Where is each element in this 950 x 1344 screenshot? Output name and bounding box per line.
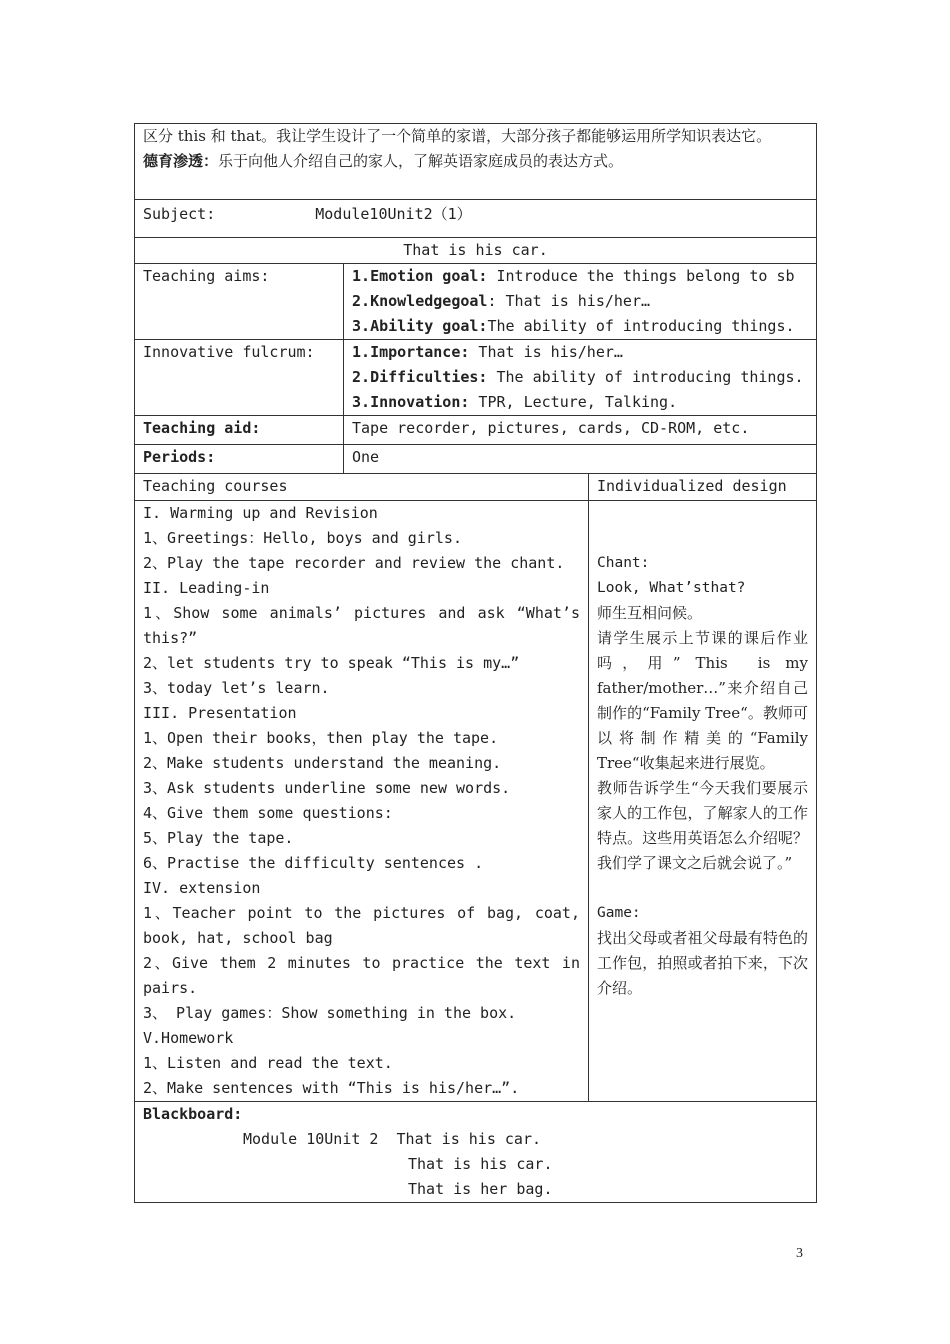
blackboard-line: That is her bag. <box>408 1180 553 1198</box>
game-text: 找出父母或者祖父母最有特色的工作包，拍照或者拍下来，下次介绍。 <box>597 929 809 997</box>
lesson-title: That is his car. <box>135 238 817 264</box>
courses-header-row <box>135 474 817 501</box>
tell-text: 教师告诉学生“今天我们要展示家人的工作包，了解家人的工作特点。这些用英语怎么介绍呢？我们学了课文之后就会说了。” <box>597 779 809 872</box>
course-line: 4、Give them some questions: <box>143 804 393 822</box>
aims-row <box>135 264 817 340</box>
subject-label: Subject: <box>143 205 216 223</box>
aims-list <box>344 264 817 340</box>
aid-row <box>135 416 817 445</box>
page-number: 3 <box>796 1246 803 1261</box>
moral-education <box>143 149 808 174</box>
moral-text: 乐于向他人介绍自己的家人，了解英语家庭成员的表达方式。 <box>218 152 624 170</box>
fulcrum-item: 3.Innovation: TPR, Lecture, Talking. <box>352 393 678 411</box>
courses-steps <box>135 501 589 1102</box>
blackboard-label: Blackboard: <box>143 1105 243 1123</box>
intro-row <box>135 124 817 200</box>
moral-label: 德育渗透： <box>143 152 219 170</box>
course-line: II. Leading-in <box>143 579 270 597</box>
greet-text: 师生互相问候。 <box>597 604 703 622</box>
design-header: Individualized design <box>589 474 817 501</box>
course-line: 3、today let’s learn. <box>143 679 330 697</box>
course-line: 5、Play the tape. <box>143 829 294 847</box>
aim-item: 2.Knowledgegoal: That is his/her… <box>352 292 651 310</box>
course-line: 1、Open their books，then play the tape. <box>143 729 499 747</box>
course-line: 3、Ask students underline some new words. <box>143 779 511 797</box>
intro-text: 区分 this 和 that。我让学生设计了一个简单的家谱，大部分孩子都能够运用所学知识表达它。 <box>143 127 772 145</box>
fulcrum-item: 1.Importance: That is his/her… <box>352 343 623 361</box>
fulcrum-row <box>135 340 817 416</box>
course-line: 1、Greetings：Hello, boys and girls. <box>143 529 462 547</box>
course-line: IV. extension <box>143 879 261 897</box>
course-line: 1、Teacher point to the pictures of bag, coat, book, hat, school bag <box>143 904 590 947</box>
blackboard <box>135 1102 817 1203</box>
course-line: 2、Give them 2 minutes to practice the text in pairs. <box>143 954 590 997</box>
aid-label: Teaching aid: <box>135 416 344 445</box>
course-line: 2、Make sentences with “This is his/her…”. <box>143 1079 520 1097</box>
course-line: 2、Play the tape recorder and review the chant. <box>143 554 565 572</box>
aim-item: 1.Emotion goal: Introduce the things belong to sb <box>352 267 795 285</box>
courses-header: Teaching courses <box>135 474 589 501</box>
blackboard-line: Module 10Unit 2 That is his car. <box>243 1130 542 1148</box>
course-line: 2、let students try to speak “This is my…” <box>143 654 520 672</box>
aim-item: 3.Ability goal:The ability of introducing things. <box>352 317 795 335</box>
subject-row <box>135 200 817 238</box>
individualized-design <box>589 501 817 1102</box>
chant-line: Look, What’sthat? <box>597 580 746 596</box>
course-line: 1、Show some animals’ pictures and ask “What’s this?” <box>143 604 590 647</box>
fulcrum-item: 2.Difficulties: The ability of introducing things. <box>352 368 804 386</box>
course-line: 2、Make students understand the meaning. <box>143 754 502 772</box>
course-line: I. Warming up and Revision <box>143 504 378 522</box>
periods-value: One <box>344 445 817 474</box>
game-label: Game: <box>597 905 641 921</box>
course-line: V.Homework <box>143 1029 234 1047</box>
course-line: 1、Listen and read the text. <box>143 1054 393 1072</box>
periods-label: Periods: <box>135 445 344 474</box>
blackboard-row <box>135 1102 817 1203</box>
aid-value: Tape recorder, pictures, cards, CD-ROM, etc. <box>344 416 817 445</box>
periods-row <box>135 445 817 474</box>
fulcrum-list <box>344 340 817 416</box>
fulcrum-label: Innovative fulcrum: <box>135 340 344 416</box>
chant-label: Chant: <box>597 555 650 571</box>
subject-value: Module10Unit2（1） <box>315 205 472 223</box>
title-row <box>135 238 817 264</box>
aims-label: Teaching aims: <box>135 264 344 340</box>
courses-body-row <box>135 501 817 1102</box>
show-text: 请学生展示上节课的课后作业吗，用” This is my father/mother…”来介绍自己制作的“Family Tree“。教师可以将制作精美的“Family Tree“收集起来进行展览。 <box>597 629 813 772</box>
blackboard-line: That is his car. <box>408 1155 553 1173</box>
course-line: 3、 Play games：Show something in the box. <box>143 1004 517 1022</box>
course-line: III. Presentation <box>143 704 297 722</box>
lesson-plan-table <box>134 123 817 1203</box>
course-line: 6、Practise the difficulty sentences . <box>143 854 484 872</box>
